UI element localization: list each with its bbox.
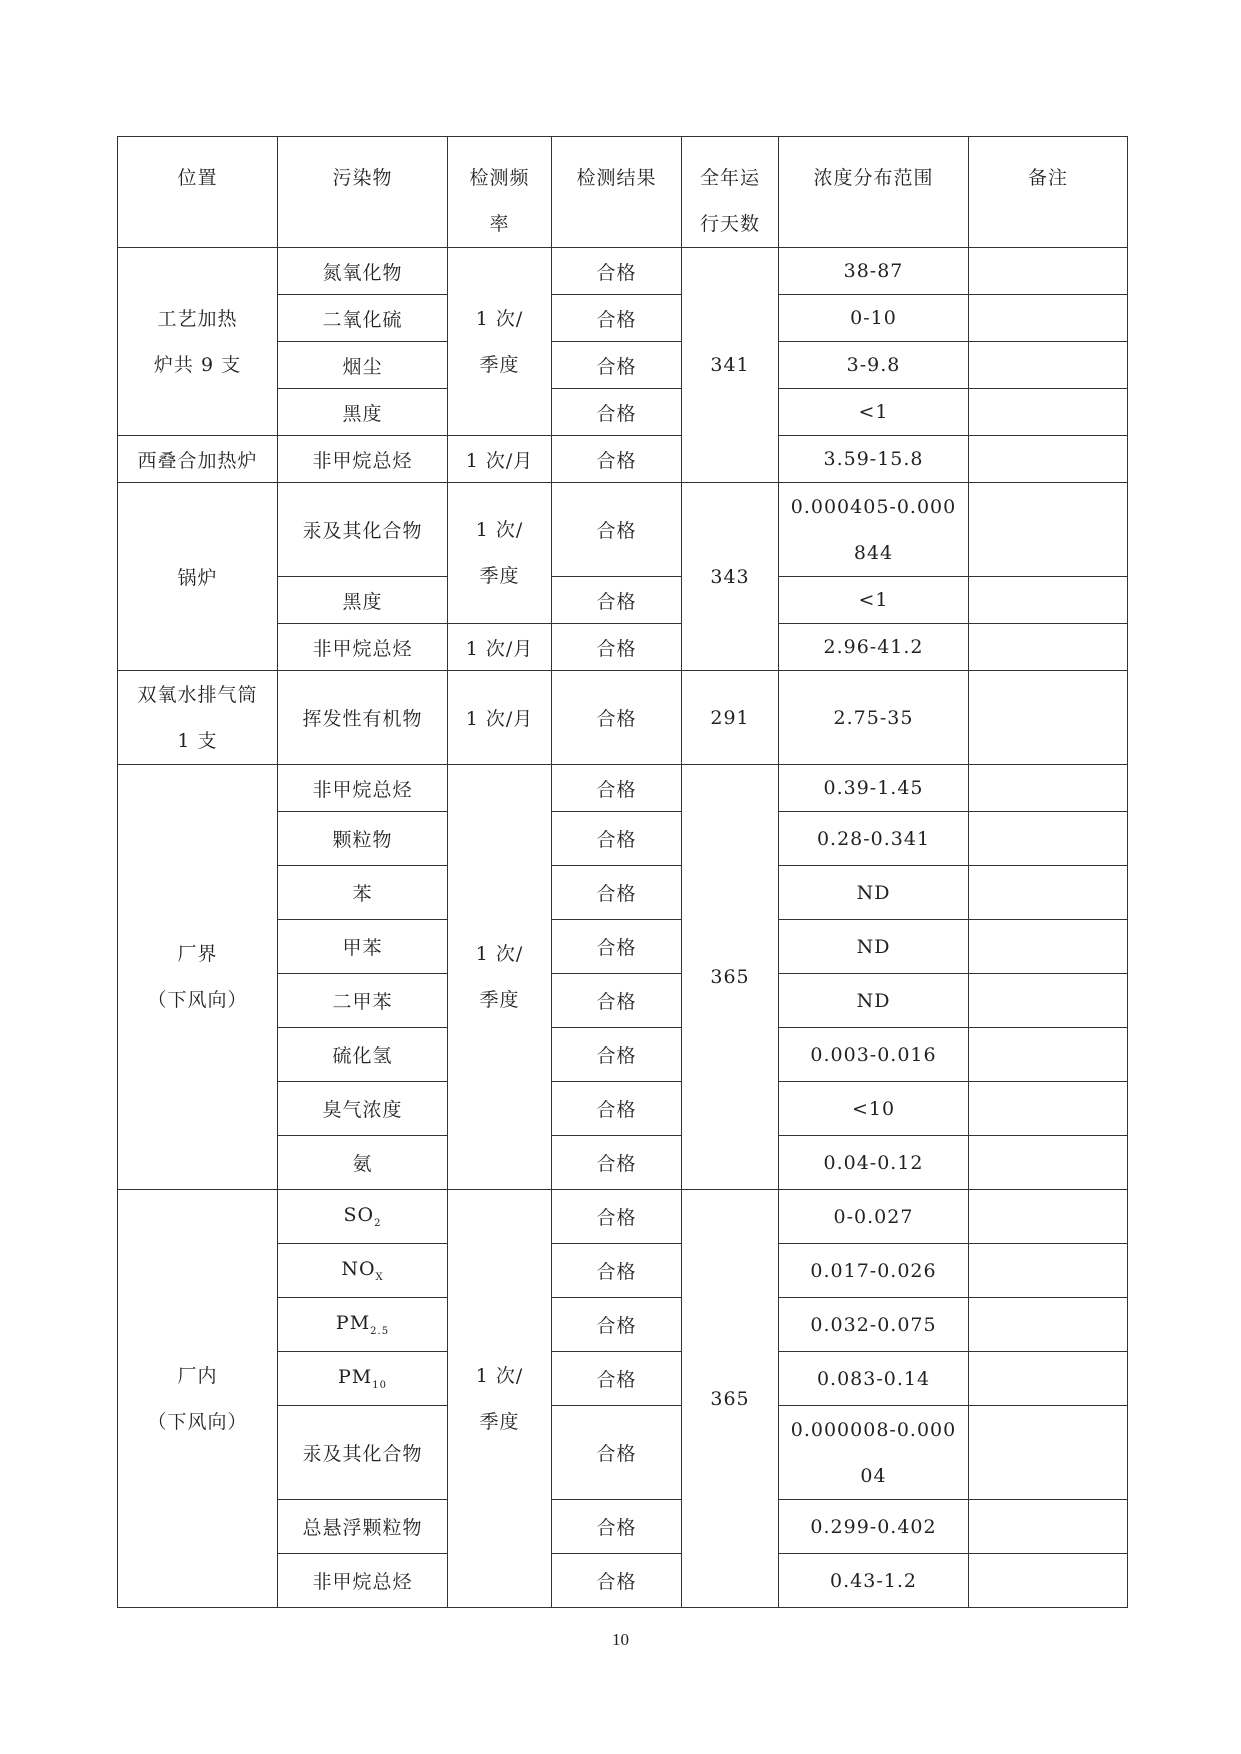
pollutant-subscript: X <box>375 1271 384 1283</box>
result-cell: 合格 <box>552 1352 682 1406</box>
table-row <box>118 765 1128 812</box>
table-row <box>118 1190 1128 1244</box>
days-cell: 341 <box>682 248 779 483</box>
result-cell: 合格 <box>552 866 682 920</box>
pollutant-cell: 氮氧化物 <box>278 248 448 295</box>
pollutant-cell <box>278 1244 448 1298</box>
pollutant-subscript: 10 <box>372 1379 387 1391</box>
result-cell: 合格 <box>552 436 682 483</box>
range-cell: 0.04-0.12 <box>779 1136 969 1190</box>
range-cell: <1 <box>779 577 969 624</box>
frequency-cell: 1 次/季度 <box>448 483 552 624</box>
pollutant-cell <box>278 1352 448 1406</box>
pollutant-cell: 非甲烷总烃 <box>278 765 448 812</box>
frequency-cell: 1 次/季度 <box>448 248 552 436</box>
range-cell: 3.59-15.8 <box>779 436 969 483</box>
pollutant-symbol: PM <box>338 1366 373 1389</box>
location-label: 厂界 <box>177 943 218 965</box>
pollutant-cell <box>278 1298 448 1352</box>
note-cell <box>969 295 1128 342</box>
table-row <box>118 483 1128 577</box>
result-cell: 合格 <box>552 342 682 389</box>
location-cell: 西叠合加热炉 <box>118 436 278 483</box>
result-cell: 合格 <box>552 1298 682 1352</box>
location-sublabel: （下风向） <box>147 1410 248 1433</box>
note-cell <box>969 436 1128 483</box>
pollutant-cell: 颗粒物 <box>278 812 448 866</box>
note-cell <box>969 1244 1128 1298</box>
location-label: 厂内 <box>177 1364 218 1387</box>
location-cell <box>118 1190 278 1608</box>
pollutant-cell: 氨 <box>278 1136 448 1190</box>
note-cell <box>969 1352 1128 1406</box>
result-cell: 合格 <box>552 812 682 866</box>
pollutant-cell: 黑度 <box>278 389 448 436</box>
pollutant-cell: 硫化氢 <box>278 1028 448 1082</box>
range-cell: ND <box>779 866 969 920</box>
days-cell: 343 <box>682 483 779 671</box>
pollutant-cell: 总悬浮颗粒物 <box>278 1500 448 1554</box>
header-note: 备注 <box>969 137 1128 248</box>
pollutant-cell: 汞及其化合物 <box>278 483 448 577</box>
result-cell: 合格 <box>552 1244 682 1298</box>
range-cell: 0.000008-0.00004 <box>779 1406 969 1500</box>
range-cell: 38-87 <box>779 248 969 295</box>
result-cell: 合格 <box>552 1500 682 1554</box>
table-row <box>118 248 1128 295</box>
result-cell: 合格 <box>552 974 682 1028</box>
header-result: 检测结果 <box>552 137 682 248</box>
header-frequency: 检测频率 <box>448 137 552 248</box>
range-cell: 0.003-0.016 <box>779 1028 969 1082</box>
range-cell: 0.083-0.14 <box>779 1352 969 1406</box>
header-range: 浓度分布范围 <box>779 137 969 248</box>
pollutant-symbol: SO <box>343 1204 375 1227</box>
result-cell: 合格 <box>552 1554 682 1608</box>
range-cell: 0-0.027 <box>779 1190 969 1244</box>
range-cell: 0.000405-0.000844 <box>779 483 969 577</box>
note-cell <box>969 1554 1128 1608</box>
result-cell: 合格 <box>552 577 682 624</box>
location-cell: 锅炉 <box>118 483 278 671</box>
note-cell <box>969 624 1128 671</box>
result-cell: 合格 <box>552 1082 682 1136</box>
frequency-cell: 1 次/月 <box>448 671 552 765</box>
location-cell: 双氧水排气筒 1 支 <box>118 671 278 765</box>
header-pollutant: 污染物 <box>278 137 448 248</box>
location-sublabel: （下风向） <box>147 989 248 1011</box>
range-cell: 0-10 <box>779 295 969 342</box>
result-cell: 合格 <box>552 920 682 974</box>
result-cell: 合格 <box>552 671 682 765</box>
note-cell <box>969 671 1128 765</box>
days-cell: 291 <box>682 671 779 765</box>
range-cell: ND <box>779 974 969 1028</box>
note-cell <box>969 1190 1128 1244</box>
result-cell: 合格 <box>552 765 682 812</box>
note-cell <box>969 1298 1128 1352</box>
range-cell: 0.299-0.402 <box>779 1500 969 1554</box>
range-cell: <1 <box>779 389 969 436</box>
pollutant-cell: 二氧化硫 <box>278 295 448 342</box>
frequency-cell: 1 次/月 <box>448 436 552 483</box>
pollutant-cell: 臭气浓度 <box>278 1082 448 1136</box>
result-cell: 合格 <box>552 1190 682 1244</box>
days-cell: 365 <box>682 1190 779 1608</box>
pollutant-cell: 二甲苯 <box>278 974 448 1028</box>
pollutant-symbol: PM <box>335 1312 371 1335</box>
pollutant-cell: 非甲烷总烃 <box>278 624 448 671</box>
note-cell <box>969 248 1128 295</box>
note-cell <box>969 342 1128 389</box>
monitoring-table <box>117 136 1128 1608</box>
result-cell: 合格 <box>552 1406 682 1500</box>
location-cell <box>118 765 278 1190</box>
range-cell: 0.43-1.2 <box>779 1554 969 1608</box>
result-cell: 合格 <box>552 248 682 295</box>
pollutant-cell: 甲苯 <box>278 920 448 974</box>
pollutant-subscript: 2 <box>374 1217 382 1229</box>
pollutant-subscript: 2.5 <box>370 1325 390 1337</box>
pollutant-cell: 黑度 <box>278 577 448 624</box>
note-cell <box>969 1500 1128 1554</box>
note-cell <box>969 920 1128 974</box>
range-cell: 0.28-0.341 <box>779 812 969 866</box>
note-cell <box>969 974 1128 1028</box>
range-cell: 2.96-41.2 <box>779 624 969 671</box>
note-cell <box>969 1406 1128 1500</box>
range-cell: ND <box>779 920 969 974</box>
note-cell <box>969 1136 1128 1190</box>
pollutant-cell: 苯 <box>278 866 448 920</box>
location-cell: 工艺加热炉共 9 支 <box>118 248 278 436</box>
note-cell <box>969 577 1128 624</box>
frequency-cell: 1 次/季度 <box>448 765 552 1190</box>
pollutant-cell: 非甲烷总烃 <box>278 1554 448 1608</box>
pollutant-symbol: NO <box>341 1258 376 1281</box>
header-location: 位置 <box>118 137 278 248</box>
frequency-cell: 1 次/月 <box>448 624 552 671</box>
note-cell <box>969 765 1128 812</box>
pollutant-cell: 烟尘 <box>278 342 448 389</box>
table-row <box>118 671 1128 765</box>
header-row <box>118 137 1128 248</box>
pollutant-cell: 非甲烷总烃 <box>278 436 448 483</box>
note-cell <box>969 866 1128 920</box>
pollutant-cell: 汞及其化合物 <box>278 1406 448 1500</box>
table-row <box>118 436 1128 483</box>
note-cell <box>969 1082 1128 1136</box>
range-cell: 2.75-35 <box>779 671 969 765</box>
range-cell: 0.39-1.45 <box>779 765 969 812</box>
days-cell: 365 <box>682 765 779 1190</box>
result-cell: 合格 <box>552 295 682 342</box>
note-cell <box>969 812 1128 866</box>
note-cell <box>969 389 1128 436</box>
result-cell: 合格 <box>552 624 682 671</box>
result-cell: 合格 <box>552 389 682 436</box>
range-cell: <10 <box>779 1082 969 1136</box>
note-cell <box>969 483 1128 577</box>
page-number: 10 <box>612 1630 629 1649</box>
pollutant-cell: 挥发性有机物 <box>278 671 448 765</box>
result-cell: 合格 <box>552 1028 682 1082</box>
pollutant-cell <box>278 1190 448 1244</box>
range-cell: 0.017-0.026 <box>779 1244 969 1298</box>
range-cell: 0.032-0.075 <box>779 1298 969 1352</box>
note-cell <box>969 1028 1128 1082</box>
range-cell: 3-9.8 <box>779 342 969 389</box>
result-cell: 合格 <box>552 1136 682 1190</box>
frequency-cell: 1 次/季度 <box>448 1190 552 1608</box>
header-days: 全年运行天数 <box>682 137 779 248</box>
result-cell: 合格 <box>552 483 682 577</box>
